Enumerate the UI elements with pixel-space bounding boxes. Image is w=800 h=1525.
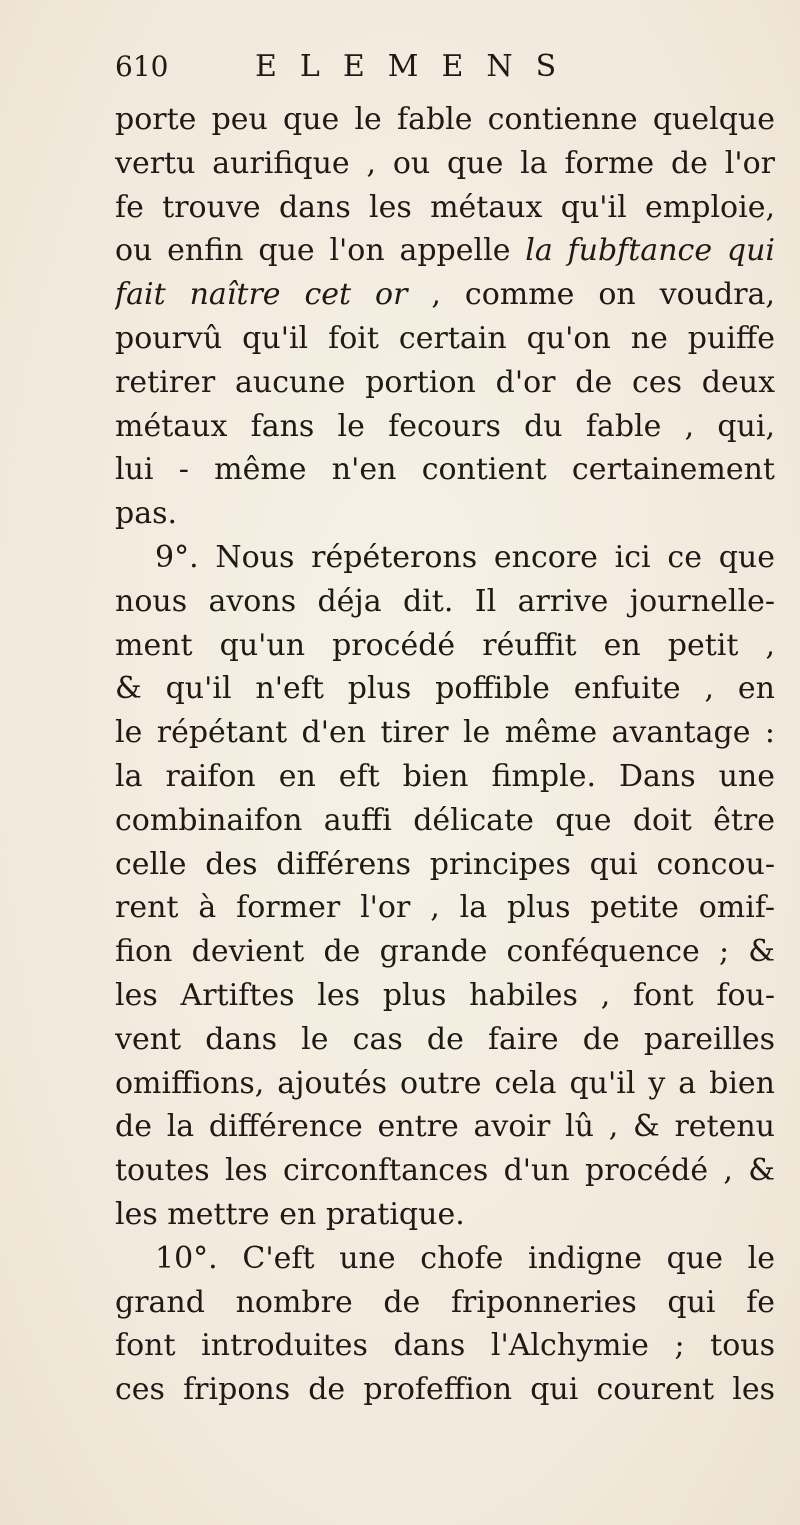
text-line: retirer aucune portion d'or de ces deux <box>115 364 775 400</box>
text-line: omiffions, ajoutés outre cela qu'il y a bien <box>115 1065 775 1101</box>
text-line: rent à former l'or , la plus petite omif- <box>115 890 775 926</box>
text-segment: ou enfin que l'on appelle <box>115 233 511 269</box>
text-line: le répétant d'en tirer le même avantage : <box>115 715 775 751</box>
text-line: pas. <box>115 496 178 532</box>
text-line: les Artiftes les plus habiles , font fou- <box>115 977 775 1013</box>
text-line: grand nombre de friponneries qui fe <box>115 1284 775 1320</box>
text-line: pourvû qu'il foit certain qu'on ne puiffe <box>115 320 775 356</box>
paragraph-start-line: 10°. C'eft une chofe indigne que le <box>155 1240 775 1276</box>
text-line: ment qu'un procédé réuffit en petit , <box>115 627 775 663</box>
text-line: lui - même n'en contient certainement <box>115 452 775 488</box>
italic-phrase: la fubftance qui <box>525 233 775 269</box>
page-number: 610 <box>115 50 169 83</box>
text-line: la raifon en eft bien fimple. Dans une <box>115 758 775 794</box>
text-line: métaux fans le fecours du fable , qui, <box>115 408 775 444</box>
text-line: combinaifon auffi délicate que doit être <box>115 802 775 838</box>
body-text <box>115 98 775 1412</box>
text-line: fe trouve dans les métaux qu'il emploie, <box>115 189 775 225</box>
running-title: ELEMENS <box>255 49 580 84</box>
page-header <box>115 42 635 92</box>
text-line: ces fripons de profeffion qui courent les <box>115 1372 775 1408</box>
text-line: de la différence entre avoir lû , & retenu <box>115 1109 775 1145</box>
text-line: font introduites dans l'Alchymie ; tous <box>115 1328 775 1364</box>
text-line <box>115 273 775 317</box>
italic-phrase: fait naître cet or <box>115 277 408 313</box>
text-line: nous avons déja dit. Il arrive journelle- <box>115 583 775 619</box>
text-line: vent dans le cas de faire de pareilles <box>115 1021 775 1057</box>
text-line: les mettre en pratique. <box>115 1196 465 1232</box>
text-line: toutes les circonftances d'un procédé , & <box>115 1153 775 1189</box>
text-segment: , comme on voudra, <box>431 277 775 313</box>
text-line <box>115 229 775 273</box>
text-line: porte peu que le fable contienne quelque <box>115 102 775 137</box>
text-line: & qu'il n'eft plus poffible enfuite , en <box>115 671 775 707</box>
text-line: celle des différens principes qui concou- <box>115 846 775 882</box>
text-line: vertu aurifique , ou que la forme de l'or <box>115 145 775 181</box>
text-line: fion devient de grande conféquence ; & <box>115 934 775 970</box>
paragraph-start-line: 9°. Nous répéterons encore ici ce que <box>155 539 775 575</box>
